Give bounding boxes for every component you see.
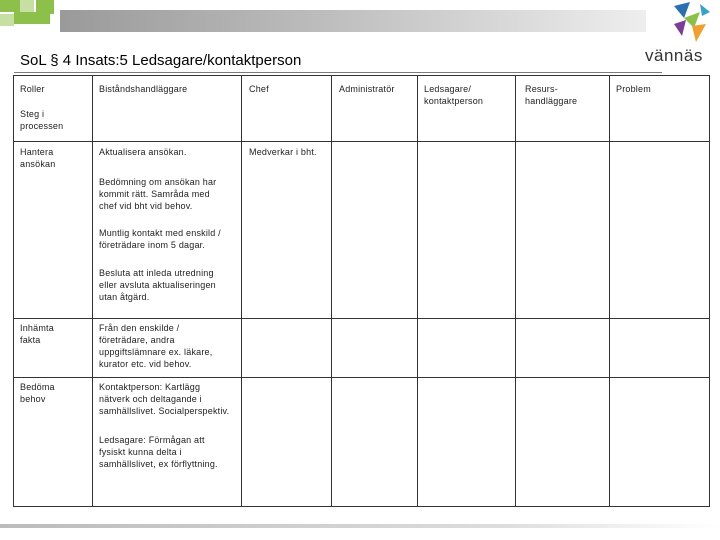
row-label-bedoma-behov (20, 381, 55, 405)
row1-b3-line2: företrädare inom 5 dagar. (99, 240, 206, 250)
row3-b1-line2: nätverk och deltagande i (99, 394, 202, 404)
row-label-inhamta-fakta (20, 322, 54, 346)
row1-b4-line1: Besluta att inleda utredning (99, 268, 214, 278)
row-label-hantera-ansokan (20, 146, 55, 170)
deco-square (0, 14, 14, 26)
header-ledsagare-line2: kontaktperson (424, 96, 484, 106)
row1-label-line2: ansökan (20, 159, 56, 169)
deco-square (36, 0, 54, 14)
deco-square (0, 0, 20, 12)
row3-bistand-text-2 (99, 434, 218, 470)
steg-line1: Steg i (20, 109, 45, 119)
header-resurshandlaggare (525, 83, 577, 107)
row1-b2-line2: kommit rätt. Samråda med (99, 189, 210, 199)
header-decoration (0, 0, 720, 36)
title-divider (14, 72, 662, 73)
process-table (13, 75, 710, 507)
row3-b1-line3: samhällslivet. Socialperspektiv. (99, 406, 230, 416)
row1-b2-line3: chef vid bht vid behov. (99, 201, 193, 211)
row1-bistand-text-3 (99, 227, 221, 251)
row1-chef-text: Medverkar i bht. (249, 147, 317, 157)
row2-label-line2: fakta (20, 335, 41, 345)
header-administrator: Administratör (339, 84, 395, 94)
row1-b4-line2: eller avsluta aktualiseringen (99, 280, 216, 290)
row3-label-line2: behov (20, 394, 46, 404)
row1-b3-line1: Muntlig kontakt med enskild / (99, 228, 221, 238)
row3-b1-line1: Kontaktperson: Kartlägg (99, 382, 201, 392)
row1-bistand-text-4 (99, 267, 216, 303)
deco-square (14, 12, 36, 24)
row1-b4-line3: utan åtgärd. (99, 292, 150, 302)
header-ledsagare (424, 83, 483, 107)
row-divider (14, 141, 709, 142)
row-divider (14, 318, 709, 319)
header-resurs-line1: Resurs- (525, 84, 558, 94)
row1-bistand-text-1: Aktualisera ansökan. (99, 147, 187, 157)
logo-mark-icon (670, 2, 712, 46)
row2-b1-line2: företrädare, andra (99, 335, 175, 345)
row2-bistand-text (99, 322, 212, 370)
header-problem: Problem (616, 84, 651, 94)
row2-b1-line4: kurator etc. vid behov. (99, 359, 192, 369)
page-title: SoL § 4 Insats:5 Ledsagare/kontaktperson (20, 52, 302, 69)
row2-label-line1: Inhämta (20, 323, 54, 333)
footer-divider (0, 524, 720, 528)
row3-label-line1: Bedöma (20, 382, 55, 392)
steg-line2: processen (20, 121, 64, 131)
deco-square (36, 14, 50, 24)
row1-b2-line1: Bedömning om ansökan har (99, 177, 217, 187)
row3-b2-line1: Ledsagare: Förmågan att (99, 435, 205, 445)
header-resurs-line2: handläggare (525, 96, 578, 106)
deco-square (20, 0, 34, 12)
row3-b2-line2: fysiskt kunna delta i (99, 447, 182, 457)
logo-wordmark: vännäs (645, 46, 703, 65)
vannas-logo (640, 2, 720, 74)
row-divider (14, 377, 709, 378)
row1-label-line1: Hantera (20, 147, 54, 157)
row1-bistand-text-2 (99, 176, 216, 212)
header-gradient-bar (60, 10, 646, 32)
steg-i-processen (20, 108, 63, 132)
row2-b1-line3: uppgiftslämnare ex. läkare, (99, 347, 213, 357)
row2-b1-line1: Från den enskilde / (99, 323, 180, 333)
header-bistandshandlaggare: Biståndshandläggare (99, 84, 188, 94)
row3-bistand-text-1 (99, 381, 229, 417)
header-roller: Roller (20, 84, 45, 94)
row3-b2-line3: samhällslivet, ex förflyttning. (99, 459, 218, 469)
header-ledsagare-line1: Ledsagare/ (424, 84, 472, 94)
header-chef: Chef (249, 84, 269, 94)
